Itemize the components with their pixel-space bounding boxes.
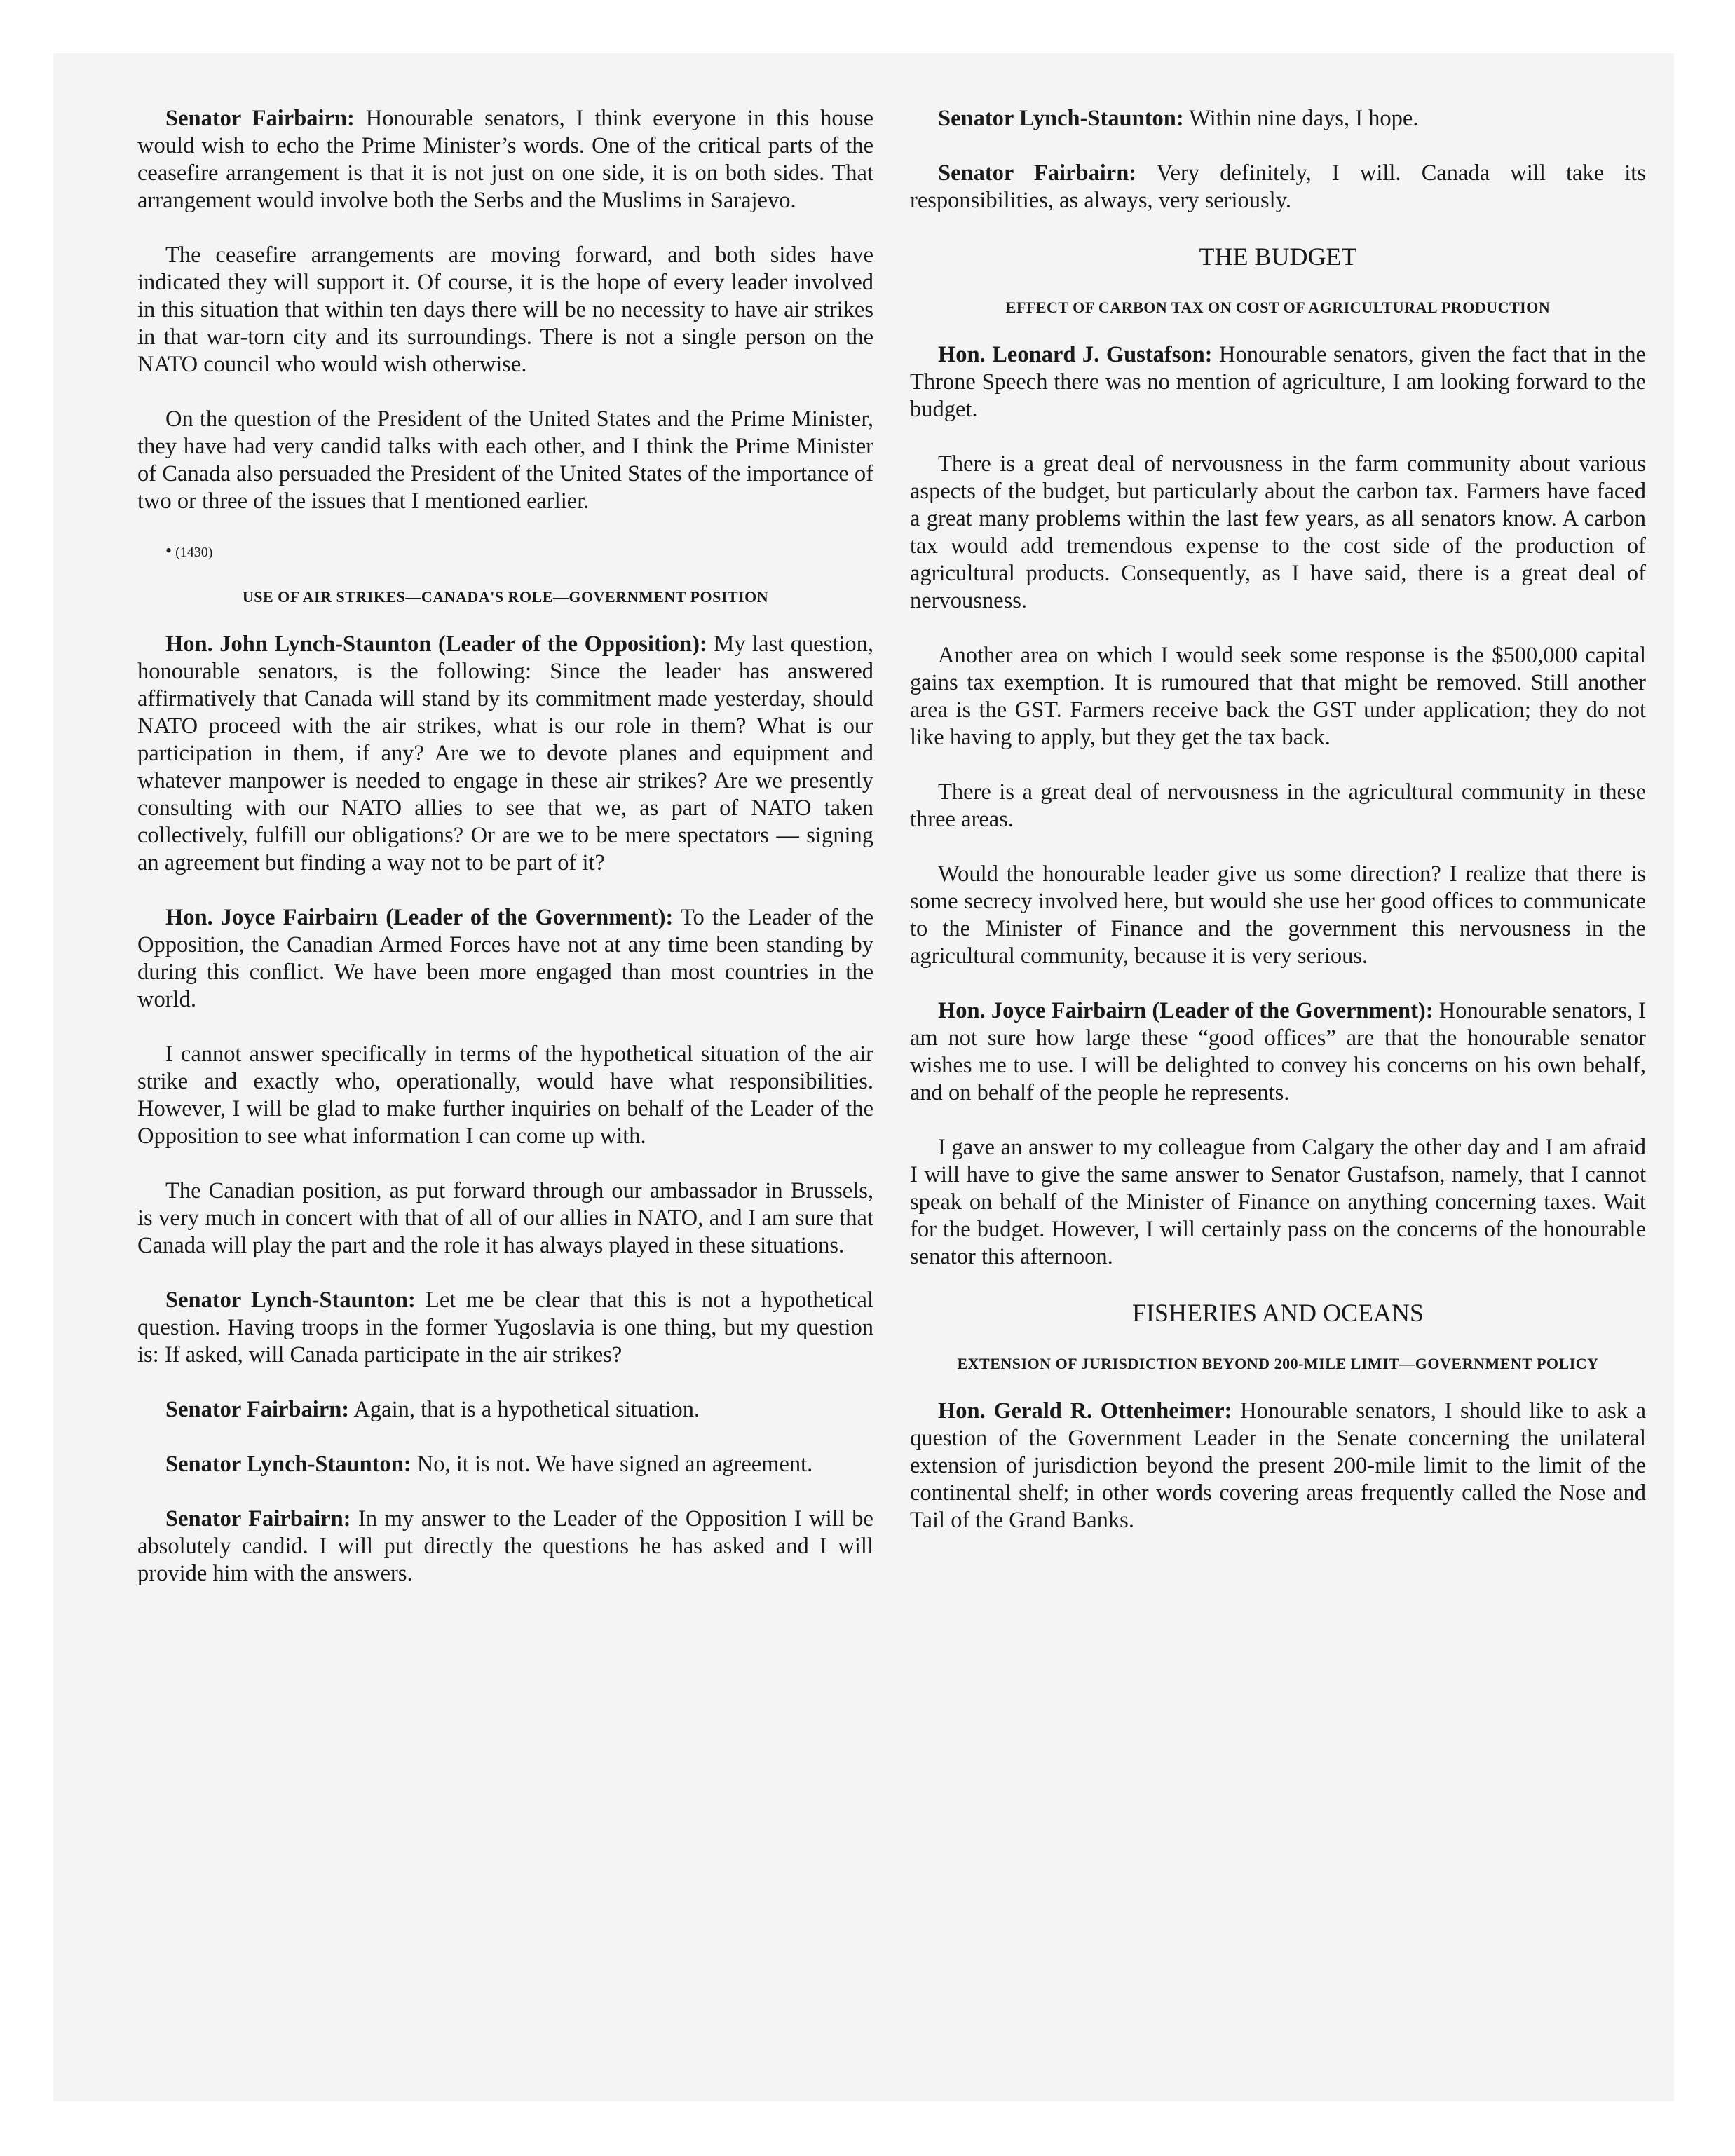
speaker-name: Senator Lynch-Staunton: xyxy=(938,106,1184,131)
paragraph-text: To the Leader of the Opposition, the Canadian Armed Forces have not at any time been standing by during this conflict. We have been more engaged than most countries in the world. xyxy=(137,905,873,1012)
speaker-name: Senator Fairbairn: xyxy=(938,161,1137,186)
paragraph: I gave an answer to my colleague from Calgary the other day and I am afraid I will have to give the same answer to Senator Gustafson, namely, that I cannot speak on behalf of the Minister of Finance on anything concerning taxes. Wait for the budget. However, I will certainly pass on the concerns of the honourable senator this afternoon. xyxy=(910,1135,1646,1269)
document-page xyxy=(53,53,1674,2101)
paragraph xyxy=(137,1506,873,1588)
paragraph xyxy=(910,341,1646,423)
speaker-name: Hon. Joyce Fairbairn (Leader of the Government): xyxy=(165,905,674,930)
time-stamp: (1430) xyxy=(175,545,213,560)
paragraph xyxy=(910,160,1646,214)
paragraph: Would the honourable leader give us some direction? I realize that there is some secrecy involved here, but would she use her good offices to communicate to the Minister of Finance and the government this nervousness in the agricultural community, because it is very serious. xyxy=(910,861,1646,969)
paragraph xyxy=(137,105,873,214)
subsection-heading: EFFECT OF CARBON TAX ON COST OF AGRICULTURAL PRODUCTION xyxy=(1005,299,1551,316)
paragraph-text: Honourable senators, given the fact that in the Throne Speech there was no mention of agriculture, I am looking forward to the budget. xyxy=(910,342,1646,422)
left-column xyxy=(137,105,873,1615)
bullet-icon: • xyxy=(165,540,172,561)
speaker-name: Senator Lynch-Staunton: xyxy=(165,1288,416,1313)
paragraph: On the question of the President of the United States and the Prime Minister, they have had very candid talks with each other, and I think the Prime Minister of Canada also persuaded the President of the United States of the importance of two or three of the issues that I mentioned earlier. xyxy=(137,407,873,514)
paragraph xyxy=(137,904,873,1014)
speaker-name: Senator Fairbairn: xyxy=(165,1397,350,1422)
paragraph-text: Let me be clear that this is not a hypothetical question. Having troops in the former Yugoslavia is one thing, but my question is: If asked, will Canada participate in the air strikes? xyxy=(137,1288,873,1367)
time-marker xyxy=(165,540,873,561)
speaker-name: Hon. John Lynch-Staunton (Leader of the Opposition): xyxy=(165,632,707,657)
speaker-name: Senator Fairbairn: xyxy=(165,106,355,131)
paragraph: There is a great deal of nervousness in the farm community about various aspects of the budget, but particularly about the carbon tax. Farmers have faced a great many problems within the last few years, as all senators know. A carbon tax would add tremendous expense to the cost side of the production of agricultural products. Consequently, as I have said, there is a great deal of nervousness. xyxy=(910,451,1646,613)
speaker-name: Senator Lynch-Staunton: xyxy=(165,1452,411,1477)
paragraph xyxy=(137,1287,873,1369)
speaker-name: Hon. Joyce Fairbairn (Leader of the Government): xyxy=(938,998,1434,1023)
paragraph-text: Honourable senators, I think everyone in this house would wish to echo the Prime Minister’s words. One of the critical parts of the ceasefire arrangement is that it is not just on one side, it is on both sides. That arrangement would involve both the Serbs and the Muslims in Sarajevo. xyxy=(137,106,873,213)
paragraph-text: Honourable senators, I am not sure how large these “good offices” are that the honourable senator wishes me to use. I will be delighted to convey his concerns on his own behalf, and on behalf of the people he represents. xyxy=(910,998,1646,1105)
paragraph xyxy=(910,997,1646,1107)
paragraph xyxy=(137,631,873,877)
subsection-heading: USE OF AIR STRIKES—CANADA'S ROLE—GOVERNMENT POSITION xyxy=(242,588,769,606)
paragraph xyxy=(910,105,1646,132)
section-heading: THE BUDGET xyxy=(1199,243,1357,271)
paragraph-text: Again, that is a hypothetical situation. xyxy=(349,1397,700,1422)
paragraph-text: Very definitely, I will. Canada will take its responsibilities, as always, very seriously. xyxy=(910,161,1646,213)
speaker-name: Hon. Leonard J. Gustafson: xyxy=(938,342,1213,367)
paragraph: Another area on which I would seek some response is the $500,000 capital gains tax exemption. It is rumoured that that might be removed. Still another area is the GST. Farmers receive back the GST under application; they do not like having to apply, but they get the tax back. xyxy=(910,643,1646,750)
paragraph-text: No, it is not. We have signed an agreement. xyxy=(411,1452,813,1477)
paragraph-text: In my answer to the Leader of the Opposition I will be absolutely candid. I will put directly the questions he has asked and I will provide him with the answers. xyxy=(137,1506,873,1586)
paragraph xyxy=(137,1451,873,1478)
paragraph: The Canadian position, as put forward through our ambassador in Brussels, is very much in concert with that of all of our allies in NATO, and I am sure that Canada will play the part and the role it has always played in these situations. xyxy=(137,1178,873,1258)
section-heading: FISHERIES AND OCEANS xyxy=(1131,1299,1424,1327)
speaker-name: Senator Fairbairn: xyxy=(165,1506,351,1531)
speaker-name: Hon. Gerald R. Ottenheimer: xyxy=(938,1398,1232,1424)
paragraph: There is a great deal of nervousness in the agricultural community in these three areas. xyxy=(910,779,1646,832)
paragraph-text: Within nine days, I hope. xyxy=(1183,106,1419,131)
paragraph xyxy=(137,1396,873,1424)
right-column xyxy=(910,105,1646,1562)
paragraph-text: Honourable senators, I should like to ask a question of the Government Leader in the Senate concerning the unilateral extension of jurisdiction beyond the present 200-mile limit to the limit of the continental shelf; in other words covering areas frequently called the Nose and Tail of the Grand Banks. xyxy=(910,1398,1646,1533)
paragraph xyxy=(910,1398,1646,1534)
paragraph: The ceasefire arrangements are moving forward, and both sides have indicated they will support it. Of course, it is the hope of every leader involved in this situation that within ten days there will be no necessity to have air strikes in that war-torn city and its surroundings. There is not a single person on the NATO council who would wish otherwise. xyxy=(137,243,873,377)
subsection-heading: EXTENSION OF JURISDICTION BEYOND 200-MILE LIMIT—GOVERNMENT POLICY xyxy=(957,1355,1599,1372)
paragraph: I cannot answer specifically in terms of the hypothetical situation of the air strike and exactly who, operationally, would have what responsibilities. However, I will be glad to make further inquiries on behalf of the Leader of the Opposition to see what information I can come up with. xyxy=(137,1042,873,1149)
paragraph-text: My last question, honourable senators, is the following: Since the leader has answered affirmatively that Canada will stand by its commitment made yesterday, should NATO proceed with the air strikes, what is our role in them? What is our participation in them, if any? Are we to devote planes and equipment and whatever manpower is needed to engage in these air strikes? Are we presently consulting with our NATO allies to see that we, as part of NATO taken collectively, fulfill our obligations? Or are we to be mere spectators — signing an agreement but finding a way not to be part of it? xyxy=(137,632,873,875)
